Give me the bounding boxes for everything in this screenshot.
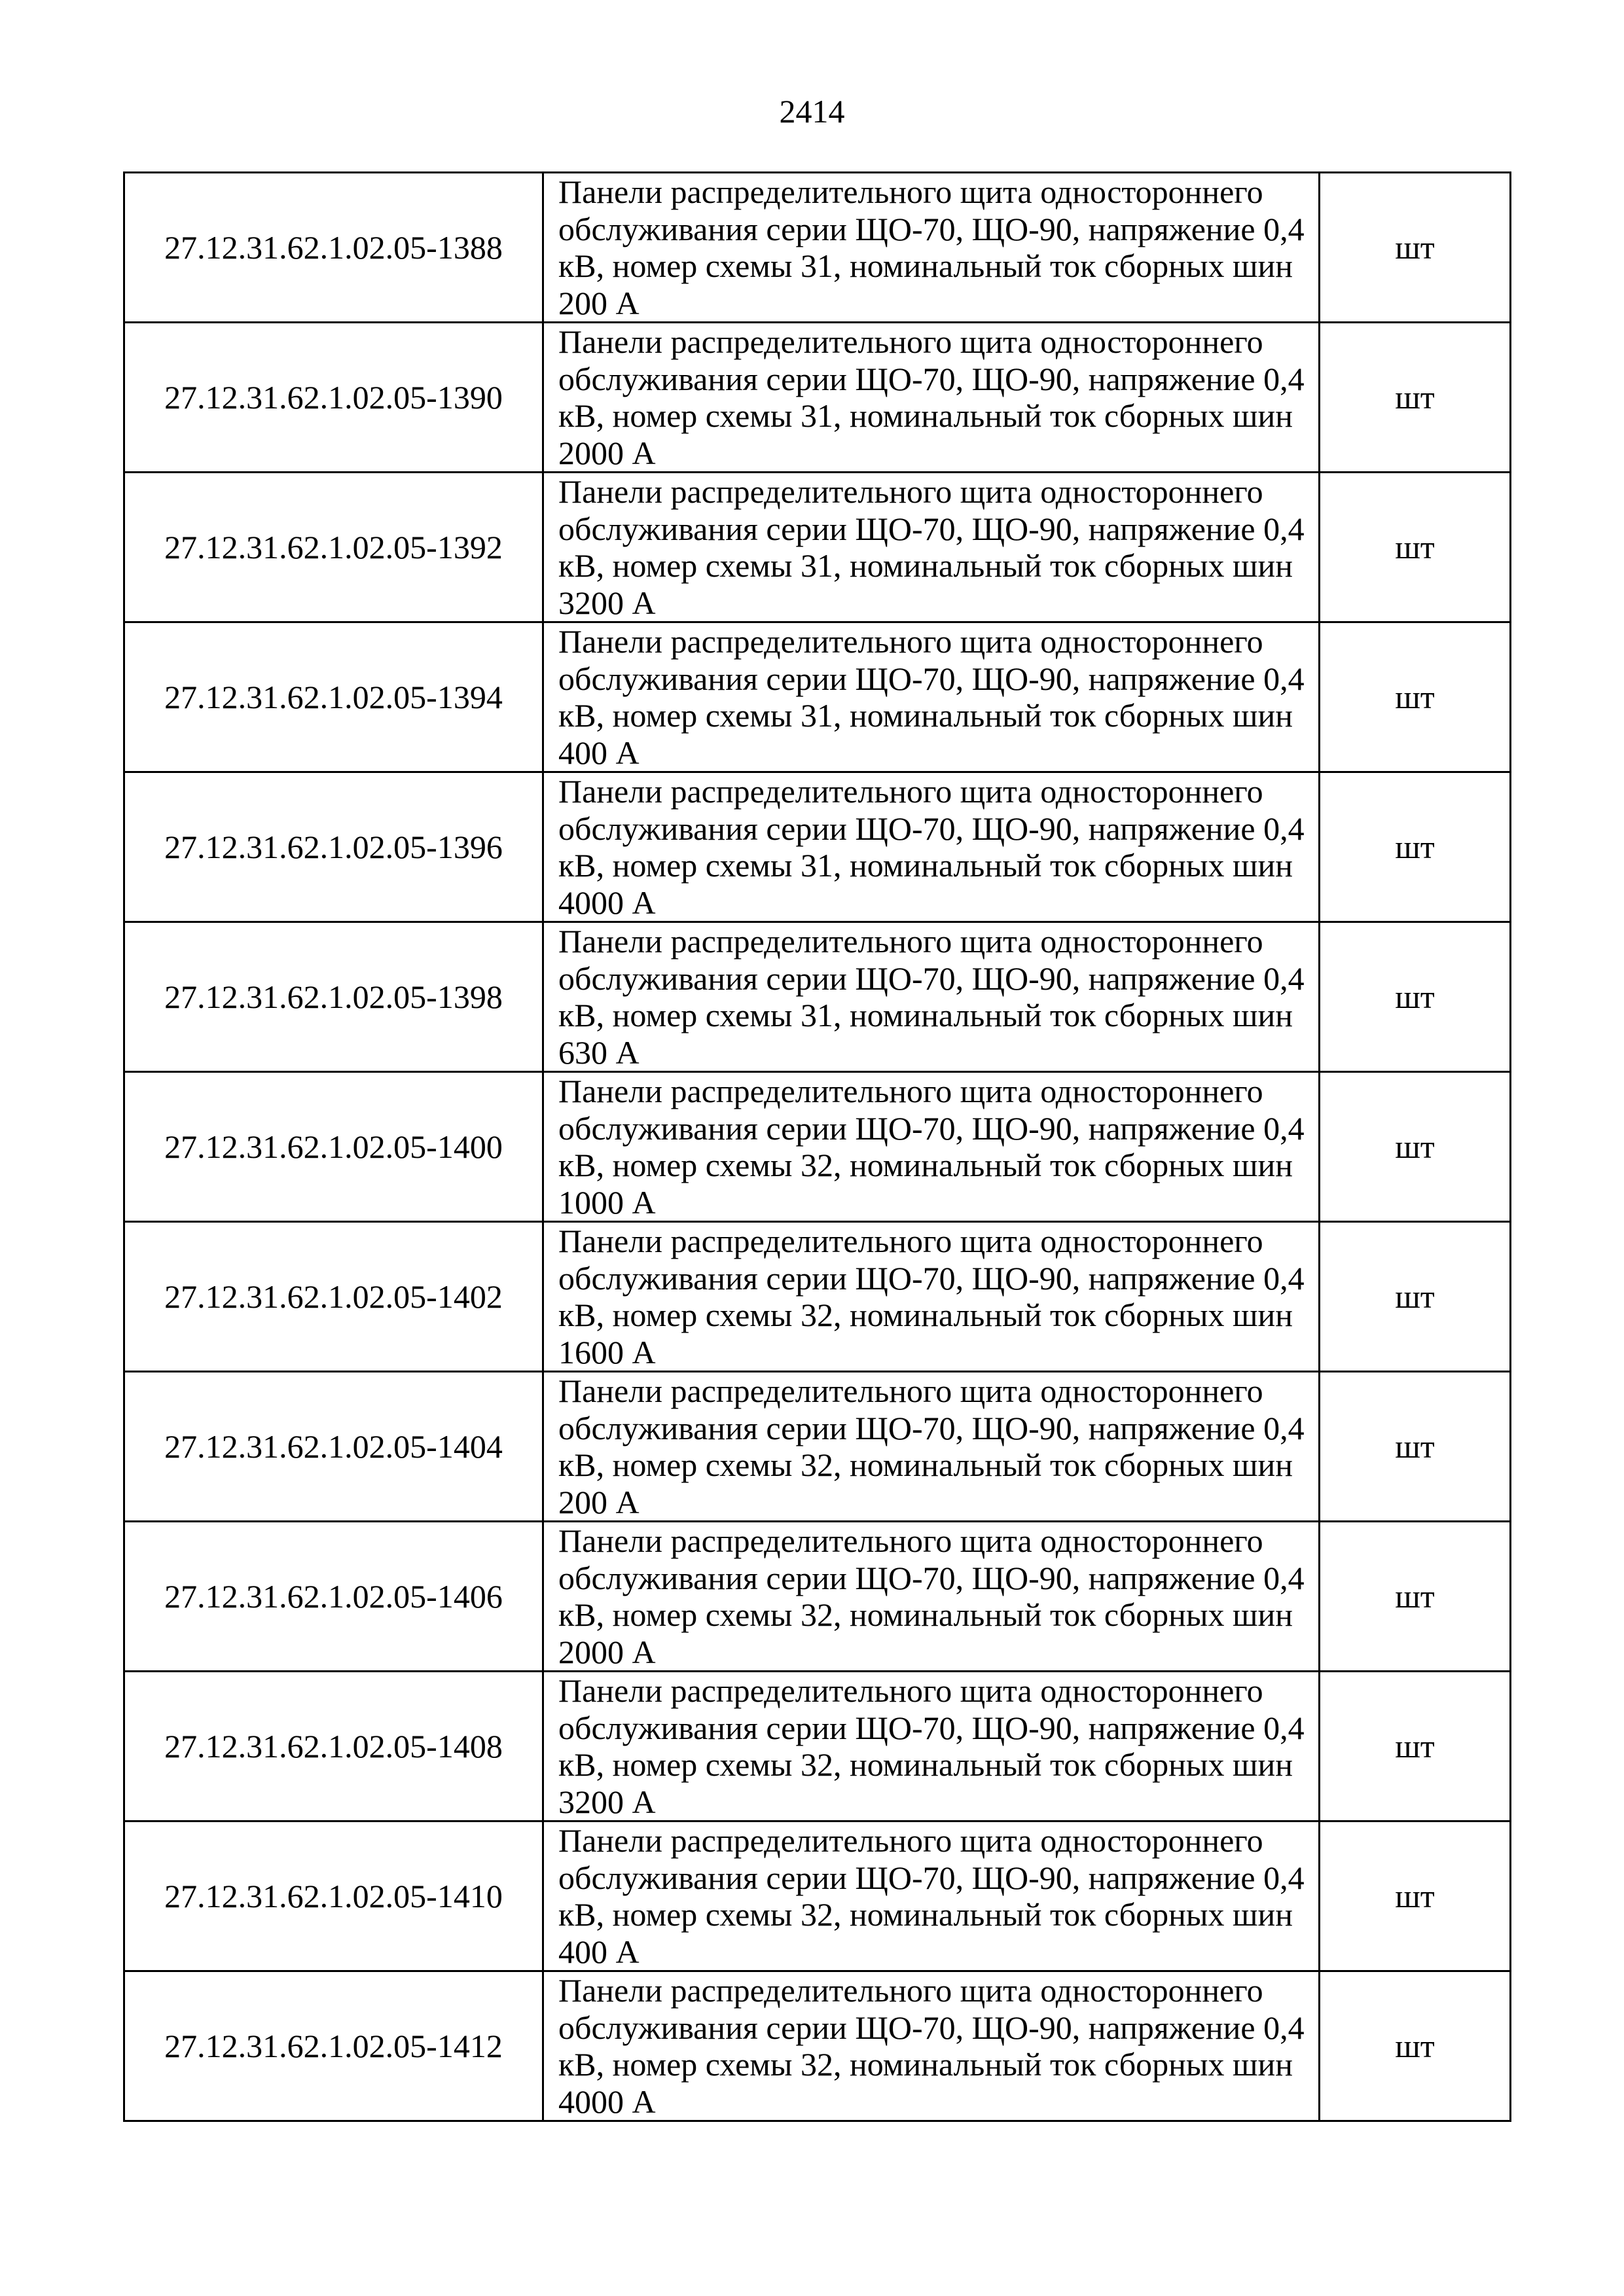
table-row (124, 1222, 1511, 1372)
table-row (124, 1072, 1511, 1222)
resource-code: 27.12.31.62.1.02.05-1412 (124, 1971, 543, 2121)
resource-table (123, 171, 1511, 2122)
resource-unit: шт (1320, 1672, 1511, 1821)
resource-code: 27.12.31.62.1.02.05-1392 (124, 473, 543, 622)
resource-name: Панели распределительного щита одностороннего обслуживания серии ЩО-70, ЩО-90, напряжение 0,4 кВ, номер схемы 32, номинальный ток сборных шин 3200 А (543, 1672, 1320, 1821)
resource-unit: шт (1320, 1522, 1511, 1672)
table-row (124, 622, 1511, 772)
resource-unit: шт (1320, 772, 1511, 922)
table-row (124, 772, 1511, 922)
resource-code: 27.12.31.62.1.02.05-1394 (124, 622, 543, 772)
resource-name: Панели распределительного щита одностороннего обслуживания серии ЩО-70, ЩО-90, напряжение 0,4 кВ, номер схемы 32, номинальный ток сборных шин 4000 А (543, 1971, 1320, 2121)
resource-name: Панели распределительного щита одностороннего обслуживания серии ЩО-70, ЩО-90, напряжение 0,4 кВ, номер схемы 31, номинальный ток сборных шин 3200 А (543, 473, 1320, 622)
resource-unit: шт (1320, 173, 1511, 323)
resource-code: 27.12.31.62.1.02.05-1408 (124, 1672, 543, 1821)
resource-code: 27.12.31.62.1.02.05-1388 (124, 173, 543, 323)
resource-code: 27.12.31.62.1.02.05-1410 (124, 1821, 543, 1971)
table-row (124, 323, 1511, 473)
resource-unit: шт (1320, 473, 1511, 622)
resource-unit: шт (1320, 1372, 1511, 1522)
table-row (124, 1821, 1511, 1971)
table-row (124, 922, 1511, 1072)
resource-name: Панели распределительного щита одностороннего обслуживания серии ЩО-70, ЩО-90, напряжение 0,4 кВ, номер схемы 31, номинальный ток сборных шин 400 А (543, 622, 1320, 772)
resource-unit: шт (1320, 1821, 1511, 1971)
page-number: 2414 (779, 93, 845, 130)
resource-name: Панели распределительного щита одностороннего обслуживания серии ЩО-70, ЩО-90, напряжение 0,4 кВ, номер схемы 32, номинальный ток сборных шин 1000 А (543, 1072, 1320, 1222)
table-row (124, 1672, 1511, 1821)
resource-code: 27.12.31.62.1.02.05-1398 (124, 922, 543, 1072)
resource-name: Панели распределительного щита одностороннего обслуживания серии ЩО-70, ЩО-90, напряжение 0,4 кВ, номер схемы 31, номинальный ток сборных шин 4000 А (543, 772, 1320, 922)
resource-name: Панели распределительного щита одностороннего обслуживания серии ЩО-70, ЩО-90, напряжение 0,4 кВ, номер схемы 31, номинальный ток сборных шин 630 А (543, 922, 1320, 1072)
table-row (124, 173, 1511, 323)
resource-code: 27.12.31.62.1.02.05-1396 (124, 772, 543, 922)
table-row (124, 1522, 1511, 1672)
resource-code: 27.12.31.62.1.02.05-1400 (124, 1072, 543, 1222)
resource-unit: шт (1320, 1072, 1511, 1222)
resource-name: Панели распределительного щита одностороннего обслуживания серии ЩО-70, ЩО-90, напряжение 0,4 кВ, номер схемы 32, номинальный ток сборных шин 200 А (543, 1372, 1320, 1522)
resource-unit: шт (1320, 922, 1511, 1072)
resource-code: 27.12.31.62.1.02.05-1404 (124, 1372, 543, 1522)
resource-name: Панели распределительного щита одностороннего обслуживания серии ЩО-70, ЩО-90, напряжение 0,4 кВ, номер схемы 32, номинальный ток сборных шин 1600 А (543, 1222, 1320, 1372)
resource-code: 27.12.31.62.1.02.05-1390 (124, 323, 543, 473)
table-row (124, 1372, 1511, 1522)
resource-name: Панели распределительного щита одностороннего обслуживания серии ЩО-70, ЩО-90, напряжение 0,4 кВ, номер схемы 31, номинальный ток сборных шин 200 А (543, 173, 1320, 323)
resource-name: Панели распределительного щита одностороннего обслуживания серии ЩО-70, ЩО-90, напряжение 0,4 кВ, номер схемы 32, номинальный ток сборных шин 2000 А (543, 1522, 1320, 1672)
table-row (124, 473, 1511, 622)
resource-code: 27.12.31.62.1.02.05-1402 (124, 1222, 543, 1372)
resource-unit: шт (1320, 1222, 1511, 1372)
resource-unit: шт (1320, 1971, 1511, 2121)
resource-unit: шт (1320, 323, 1511, 473)
resource-unit: шт (1320, 622, 1511, 772)
resource-name: Панели распределительного щита одностороннего обслуживания серии ЩО-70, ЩО-90, напряжение 0,4 кВ, номер схемы 31, номинальный ток сборных шин 2000 А (543, 323, 1320, 473)
resource-name: Панели распределительного щита одностороннего обслуживания серии ЩО-70, ЩО-90, напряжение 0,4 кВ, номер схемы 32, номинальный ток сборных шин 400 А (543, 1821, 1320, 1971)
resource-code: 27.12.31.62.1.02.05-1406 (124, 1522, 543, 1672)
table-row (124, 1971, 1511, 2121)
